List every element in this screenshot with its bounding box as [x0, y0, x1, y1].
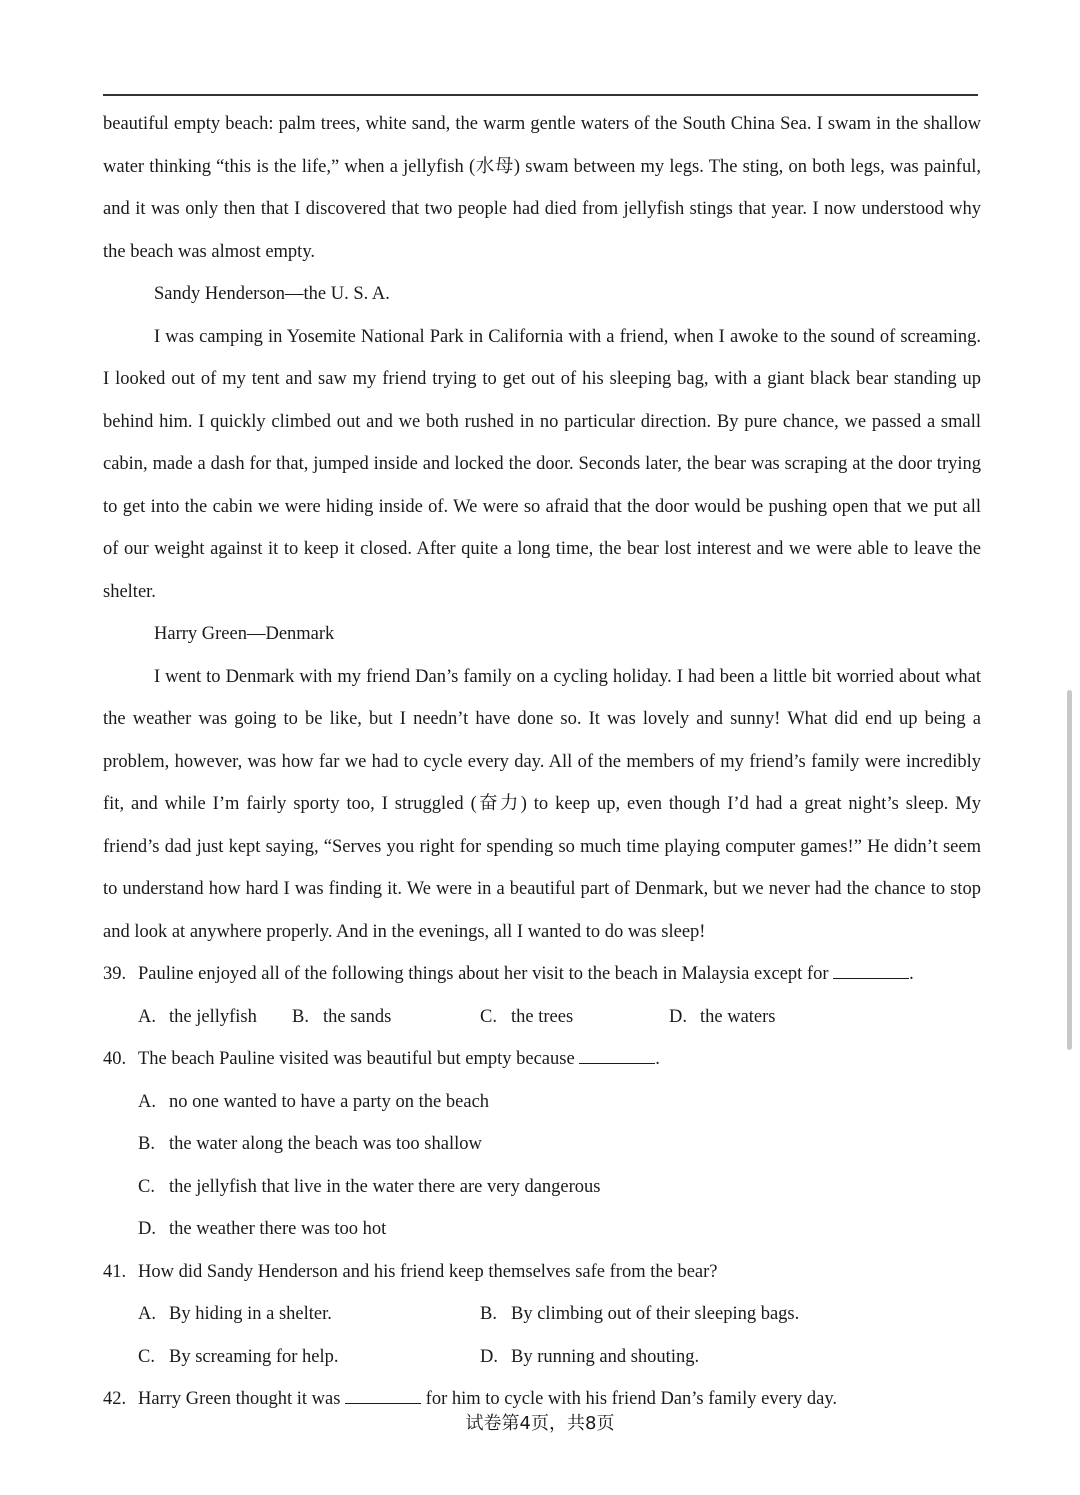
- option-b[interactable]: B. the water along the beach was too shallow: [138, 1134, 482, 1154]
- question-stem-after: for him to cycle with his friend Dan’s family every day.: [425, 1389, 838, 1409]
- document-body: [103, 103, 981, 1421]
- passage-harry: I went to Denmark with my friend Dan’s family on a cycling holiday. I had been a little bit worried about what the weather was going to be like, but I needn’t have done so. It was lovely and sunny! What did end up being a problem, however, was how far we had to cycle every day. All of the members of my friend’s family were incredibly fit, and while I’m fairly sporty too, I struggled (奋力) to keep up, even though I’d had a great night’s sleep. My friend’s dad just kept saying, “Serves you right for spending so much time playing computer games!” He didn’t seem to understand how hard I was finding it. We were in a beautiful part of Denmark, but we never had the chance to stop and look at anywhere properly. And in the evenings, all I wanted to do was sleep!: [103, 666, 981, 942]
- answer-blank[interactable]: [579, 1045, 655, 1064]
- question-41: [103, 1251, 981, 1294]
- option-c[interactable]: C. the trees: [480, 1006, 574, 1027]
- question-40: [103, 1038, 981, 1081]
- heading-harry-green: Harry Green—Denmark: [154, 624, 335, 644]
- answer-blank[interactable]: [345, 1385, 421, 1404]
- option-d[interactable]: D. By running and shouting.: [480, 1346, 700, 1367]
- question-end: .: [909, 964, 914, 984]
- question-stem-before: Harry Green thought it was: [138, 1389, 341, 1409]
- question-stem: Pauline enjoyed all of the following things about her visit to the beach in Malaysia except for: [138, 964, 829, 984]
- option-a[interactable]: A. the jellyfish: [138, 1006, 257, 1027]
- option-c[interactable]: C. the jellyfish that live in the water there are very dangerous: [138, 1176, 601, 1197]
- question-39-options: [103, 996, 981, 1039]
- question-number: 39.: [103, 964, 127, 984]
- option-d[interactable]: D. the waters: [669, 1006, 776, 1027]
- option-d[interactable]: D. the weather there was too hot: [138, 1219, 387, 1239]
- option-a[interactable]: A. By hiding in a shelter.: [138, 1304, 332, 1324]
- option-b[interactable]: B. By climbing out of their sleeping bags.: [480, 1304, 800, 1324]
- heading-sandy-henderson: Sandy Henderson—the U. S. A.: [154, 284, 390, 304]
- question-41-options-row-2: [103, 1336, 981, 1379]
- question-number: 41.: [103, 1261, 127, 1282]
- question-end: .: [655, 1049, 660, 1069]
- option-c[interactable]: C. By screaming for help.: [138, 1346, 339, 1367]
- question-39: [103, 953, 981, 996]
- answer-blank[interactable]: [833, 960, 909, 979]
- option-a[interactable]: A. no one wanted to have a party on the beach: [138, 1091, 490, 1112]
- option-b[interactable]: B. the sands: [292, 1006, 392, 1027]
- vertical-scrollbar[interactable]: [1067, 690, 1072, 1050]
- header-rule: [103, 94, 978, 96]
- question-41-options-row-1: [103, 1293, 981, 1336]
- question-number: 40.: [103, 1049, 127, 1069]
- question-stem: How did Sandy Henderson and his friend keep themselves safe from the bear?: [138, 1261, 718, 1282]
- passage-sandy: I was camping in Yosemite National Park in California with a friend, when I awoke to the sound of screaming. I looked out of my tent and saw my friend trying to get out of his sleeping bag, with a giant black bear standing up behind him. I quickly climbed out and we both rushed in no particular direction. By pure chance, we passed a small cabin, made a dash for that, jumped inside and locked the door. Seconds later, the bear was scraping at the door trying to get into the cabin we were hiding inside of. We were so afraid that the door would be pushing open that we put all of our weight against it to keep it closed. After quite a long time, the bear lost interest and we were able to leave the shelter.: [103, 326, 981, 602]
- question-stem: The beach Pauline visited was beautiful but empty because: [138, 1049, 575, 1069]
- question-number: 42.: [103, 1389, 127, 1409]
- page-footer: 试卷第4页，共8页: [465, 1413, 615, 1434]
- passage-pauline-end: beautiful empty beach: palm trees, white sand, the warm gentle waters of the South China Sea. I swam in the shallow water thinking “this is the life,” when a jellyfish (水母) swam between my legs. The sting, on both legs, was painful, and it was only then that I discovered that two people had died from jellyfish stings that year. I now understood why the beach was almost empty.: [103, 114, 981, 262]
